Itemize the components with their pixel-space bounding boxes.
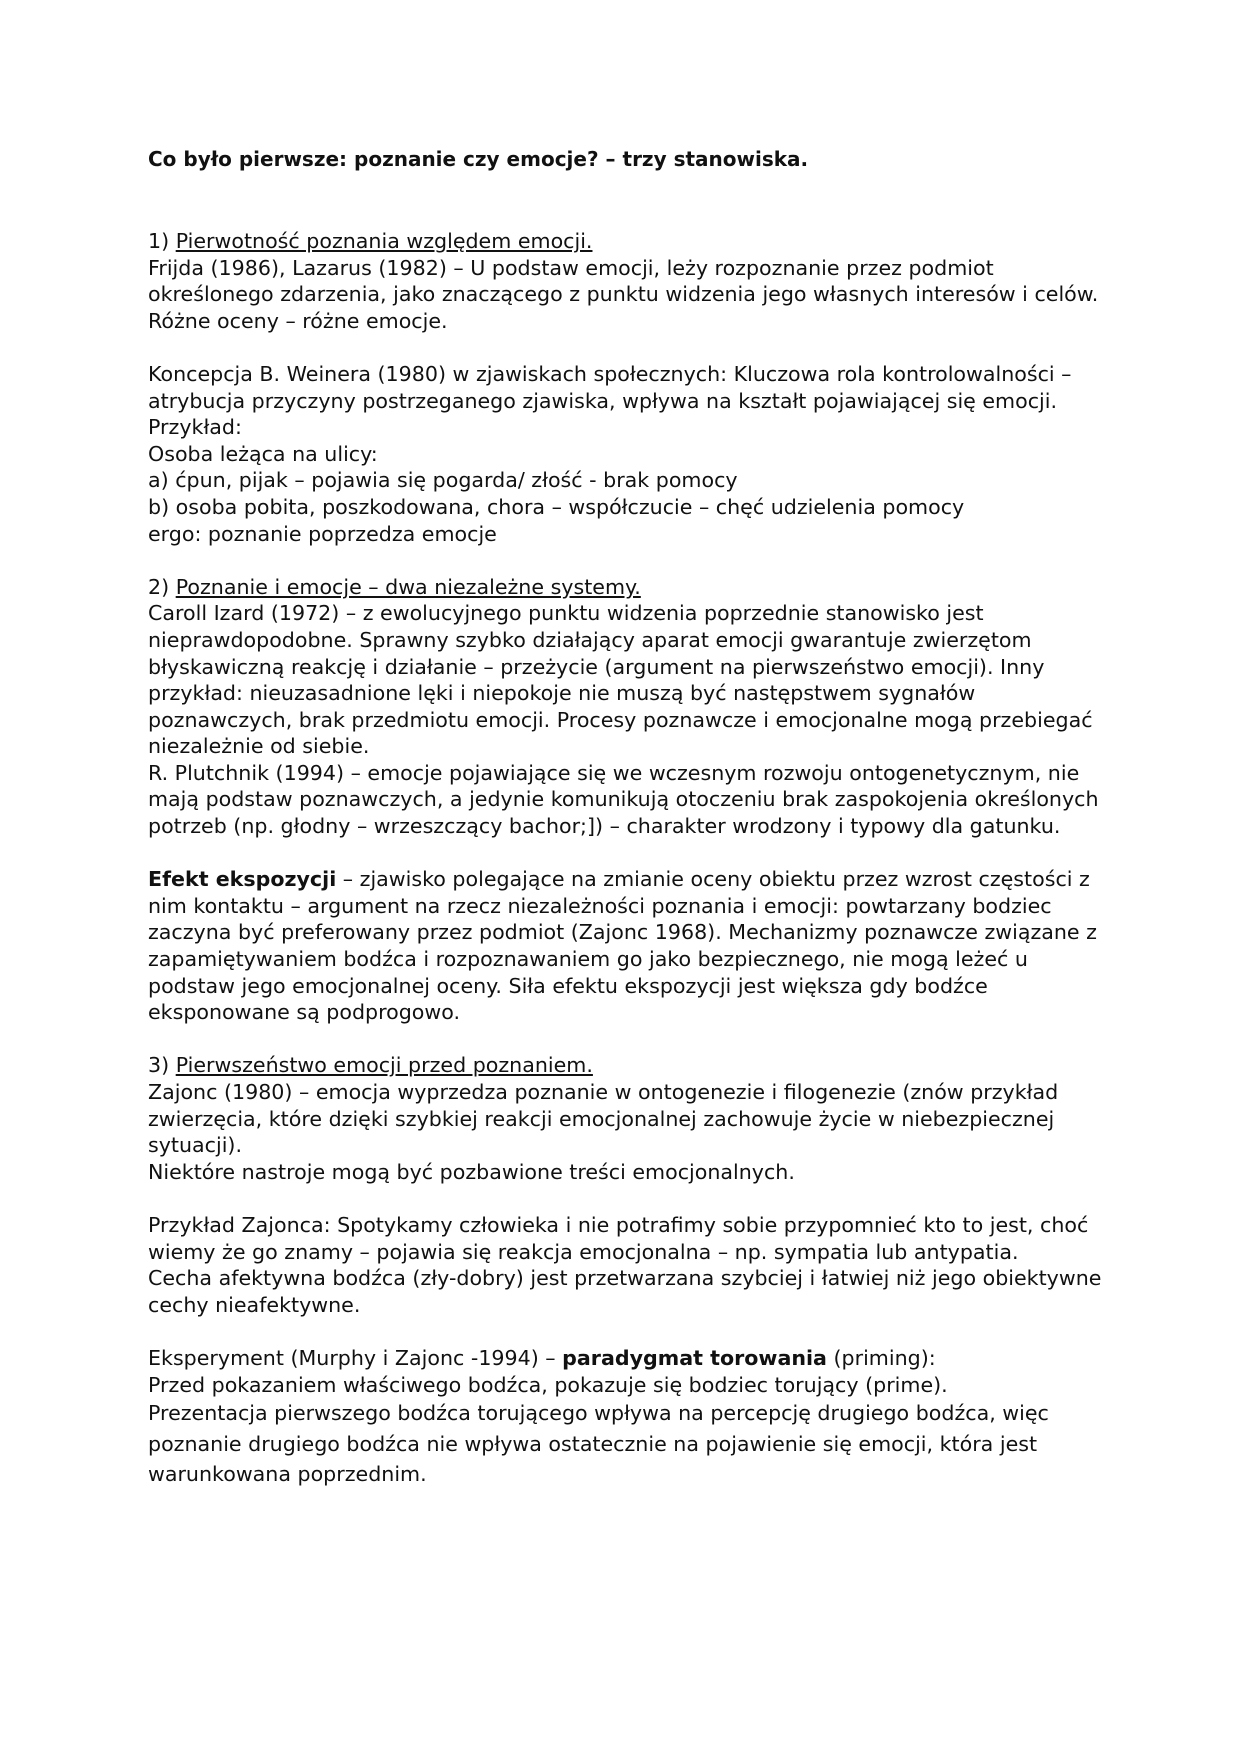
paragraph: Koncepcja B. Weinera (1980) w zjawiskach społecznych: Kluczowa rola kontrolowalności – atrybucja przyczyny postrzeganego zjawiska, wpływa na kształt pojawiającej się emocji. (148, 361, 1072, 413)
paragraph: R. Plutchnik (1994) – emocje pojawiające się we wczesnym rozwoju ontogenetycznym, nie mają podstaw poznawczych, a jedynie komunikują otoczeniu brak zaspokojenia określonych potrzeb (np. głodny – wrzeszczący bachor;]) – charakter wrodzony i typowy dla gatunku. (148, 760, 1099, 839)
paragraph: ergo: poznanie poprzedza emocje (148, 521, 497, 546)
section-3-number: 3) (148, 1053, 176, 1078)
section-1-number: 1) (148, 229, 176, 253)
paragraph (148, 866, 1108, 1026)
paragraph (148, 1345, 1108, 1372)
paragraph: Prezentacja pierwszego bodźca torującego wpływa na percepcję drugiego bodźca, więc poznanie drugiego bodźca nie wpływa ostatecznie na pojawienie się emocji, która jest warunkowana poprzednim. (148, 1401, 1049, 1487)
document-body (148, 228, 1108, 1490)
term-bold: Efekt ekspozycji (148, 867, 337, 892)
paragraph: Caroll Izard (1972) – z ewolucyjnego punktu widzenia poprzednie stanowisko jest nieprawdopodobne. Sprawny szybko działający aparat emocji gwarantuje zwierzętom błyskawiczną reakcję i działanie – przeżycie (argument na pierwszeństwo emocji). Inny przykład: nieuzasadnione lęki i niepokoje nie muszą być następstwem sygnałów poznawczych, brak przedmiotu emocji. Procesy poznawcze i emocjonalne mogą przebiegać niezależnie od siebie. (148, 601, 1093, 759)
paragraph: Różne oceny – różne emocje. (148, 308, 448, 333)
paragraph: Osoba leżąca na ulicy: (148, 441, 378, 466)
paragraph-text: Eksperyment (Murphy i Zajonc -1994) – (148, 1345, 563, 1370)
paragraph: Przykład: (148, 415, 242, 440)
paragraph-text: – zjawisko polegające na zmianie oceny obiektu przez wzrost częstości z nim kontaktu – argument na rzecz niezależności poznania i emocji: powtarzany bodziec zaczyna być preferowany przez podmiot (Zajonc 1968). Mechanizmy poznawcze związane z zapamiętywaniem bodźca i rozpoznawaniem go jako bezpiecznego, nie mogą leżeć u podstaw jego emocjonalnej oceny. Siła efektu ekspozycji jest większa gdy bodźce eksponowane są podprogowo. (148, 867, 1097, 1025)
paragraph-text: (priming): (826, 1345, 936, 1370)
section-3-title: Pierwszeństwo emocji przed poznaniem. (175, 1053, 593, 1078)
paragraph: Przed pokazaniem właściwego bodźca, pokazuje się bodziec torujący (prime). (148, 1372, 948, 1397)
paragraph: Niektóre nastroje mogą być pozbawione treści emocjonalnych. (148, 1159, 795, 1184)
section-2-title: Poznanie i emocje – dwa niezależne systemy. (175, 574, 641, 599)
paragraph: Zajonc (1980) – emocja wyprzedza poznanie w ontogenezie i filogenezie (znów przykład zwierzęcia, które dzięki szybkiej reakcji emocjonalnej zachowuje życie w niebezpiecznej sytuacji). (148, 1080, 1059, 1158)
term-bold: paradygmat torowania (562, 1345, 827, 1370)
section-1-heading (148, 228, 1108, 255)
section-3-heading (148, 1052, 1108, 1079)
paragraph: Przykład Zajonca: Spotykamy człowieka i nie potrafimy sobie przypomnieć kto to jest, choć wiemy że go znamy – pojawia się reakcja emocjonalna – np. sympatia lub antypatia. (148, 1212, 1089, 1264)
paragraph: Frijda (1986), Lazarus (1982) – U podstaw emocji, leży rozpoznanie przez podmiot określonego zdarzenia, jako znaczącego z punktu widzenia jego własnych interesów i celów. (148, 255, 1099, 307)
paragraph: Cecha afektywna bodźca (zły-dobry) jest przetwarzana szybciej i łatwiej niż jego obiektywne cechy nieafektywne. (148, 1266, 1102, 1317)
section-2-heading (148, 574, 1108, 601)
list-item: b) osoba pobita, poszkodowana, chora – współczucie – chęć udzielenia pomocy (148, 494, 965, 519)
section-1-title: Pierwotność poznania względem emocji. (175, 229, 593, 253)
document-title: Co było pierwsze: poznanie czy emocje? – trzy stanowiska. (148, 147, 809, 171)
section-2-number: 2) (148, 574, 176, 599)
list-item: a) ćpun, pijak – pojawia się pogarda/ złość - brak pomocy (148, 468, 738, 493)
